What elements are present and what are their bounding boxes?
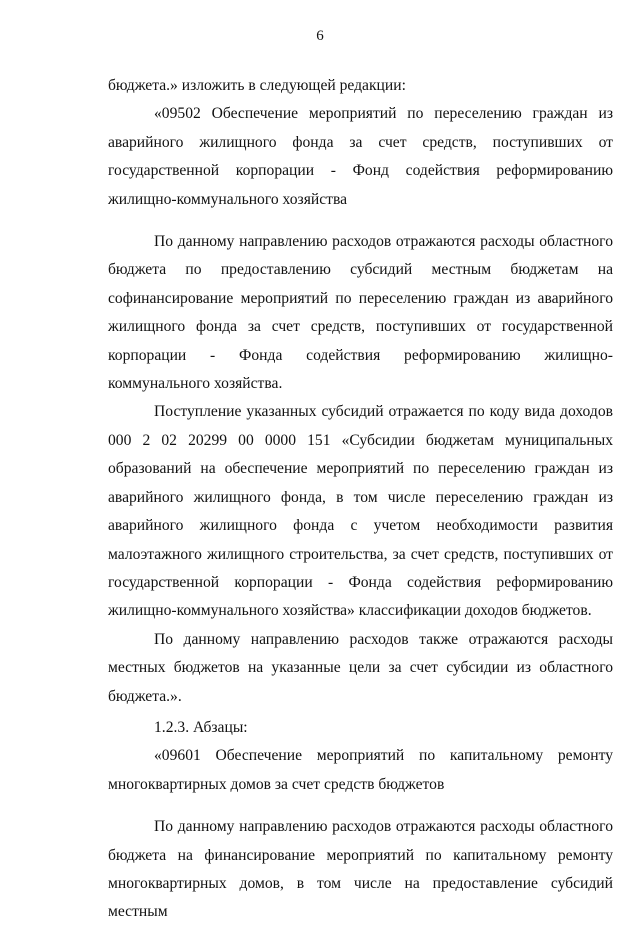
- paragraph-09601-description: По данному направлению расходов отражаются расходы областного бюджета на финансирование мероприятий по капитальному ремонту многоквартирных домов, в том числе на предоставление субсидий местным: [108, 818, 613, 921]
- document-body: [108, 72, 613, 927]
- paragraph-local-budgets: По данному направлению расходов также отражаются расходы местных бюджетов на указанные цели за счет субсидии из областного бюджета.».: [108, 630, 613, 705]
- page-number: 6: [316, 28, 324, 44]
- paragraph-intro: бюджета.» изложить в следующей редакции:: [108, 77, 406, 94]
- paragraph-item-09601-title: «09601 Обеспечение мероприятий по капитальному ремонту многоквартирных домов за счет средств бюджетов: [108, 747, 613, 793]
- paragraph-09502-description: По данному направлению расходов отражаются расходы областного бюджета по предоставлению субсидий местным бюджетам на софинансирование мероприятий по переселению граждан из аварийного жилищного фонда за счет средств, поступивших от государственной корпорации - Фонда содействия реформированию жилищно-коммунального хозяйства.: [108, 233, 613, 393]
- paragraph-section-1-2-3: 1.2.3. Абзацы:: [154, 718, 248, 736]
- paragraph-item-09502-title: «09502 Обеспечение мероприятий по переселению граждан из аварийного жилищного фонда за счет средств, поступивших от государственной корпорации - Фонд содействия реформированию жилищно-коммунального хозяйства: [108, 105, 613, 208]
- paragraph-subsidy-income-code: Поступление указанных субсидий отражается по коду вида доходов 000 2 02 20299 00 0000 151 «Субсидии бюджетам муниципальных образований на обеспечение мероприятий по переселению граждан из аварийного жилищного фонда, в том числе переселению граждан из аварийного жилищного фонда с учетом необходимости развития малоэтажного жилищного строительства, за счет средств, поступивших от государственной корпорации - Фонда содействия реформированию жилищно-коммунального хозяйства» классификации доходов бюджетов.: [108, 403, 613, 620]
